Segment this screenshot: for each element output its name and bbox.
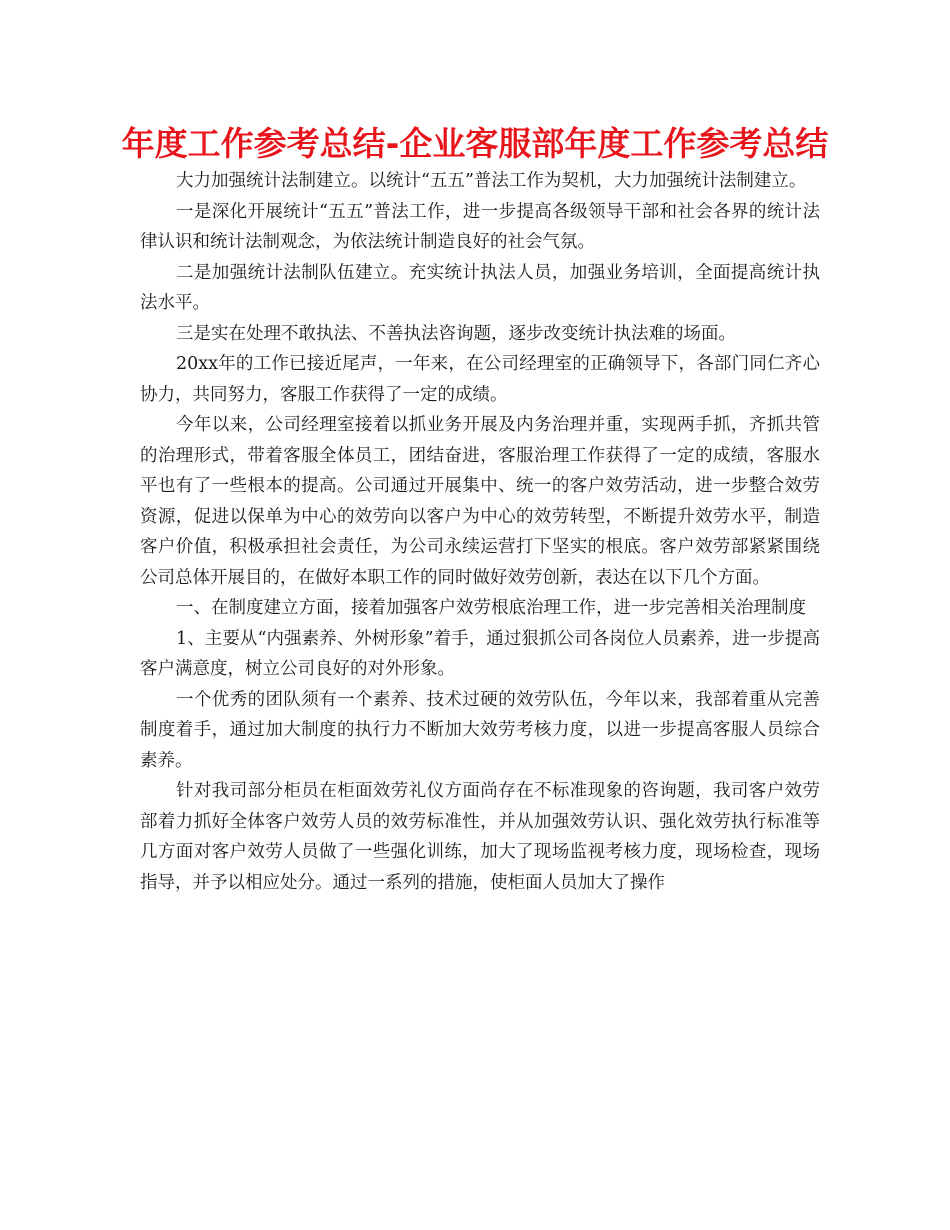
paragraph: 一是深化开展统计“五五”普法工作，进一步提高各级领导干部和社会各界的统计法律认识和统计法制观念，为依法统计制造良好的社会气氛。: [140, 201, 820, 252]
paragraph: 20xx年的工作已接近尾声，一年来，在公司经理室的正确领导下，各部门同仁齐心协力，共同努力，客服工作获得了一定的成绩。: [140, 354, 820, 405]
paragraph: 大力加强统计法制建立。以统计“五五”普法工作为契机，大力加强统计法制建立。: [176, 171, 807, 191]
paragraph: 针对我司部分柜员在柜面效劳礼仪方面尚存在不标准现象的咨询题，我司客户效劳部着力抓好全体客户效劳人员的效劳标准性，并从加强效劳认识、强化效劳执行标准等几方面对客户效劳人员做了一些强化训练，加大了现场监视考核力度，现场检查，现场指导，并予以相应处分。通过一系列的措施，使柜面人员加大了操作: [140, 781, 820, 893]
document-title: 年度工作参考总结-企业客服部年度工作参考总结: [121, 124, 829, 163]
document-body: [140, 166, 820, 898]
paragraph: 1、主要从“内强素养、外树形象”着手，通过狠抓公司各岗位人员素养，进一步提高客户满意度，树立公司良好的对外形象。: [140, 628, 820, 679]
paragraph: 一、在制度建立方面，接着加强客户效劳根底治理工作，进一步完善相关治理制度: [176, 598, 806, 618]
paragraph: 三是实在处理不敢执法、不善执法咨询题，逐步改变统计执法难的场面。: [176, 323, 736, 344]
paragraph: 一个优秀的团队须有一个素养、技术过硬的效劳队伍，今年以来，我部着重从完善制度着手，通过加大制度的执行力不断加大效劳考核力度，以进一步提高客服人员综合素养。: [140, 689, 820, 771]
paragraph: 今年以来，公司经理室接着以抓业务开展及内务治理并重，实现两手抓，齐抓共管的治理形式，带着客服全体员工，团结奋进，客服治理工作获得了一定的成绩，客服水平也有了一些根本的提高。公司通过开展集中、统一的客户效劳活动，进一步整合效劳资源，促进以保单为中心的效劳向以客户为中心的效劳转型，不断提升效劳水平，制造客户价值，积极承担社会责任，为公司永续运营打下坚实的根底。客户效劳部紧紧围绕公司总体开展目的，在做好本职工作的同时做好效劳创新，表达在以下几个方面。: [140, 415, 820, 588]
paragraph: 二是加强统计法制队伍建立。充实统计执法人员，加强业务培训，全面提高统计执法水平。: [140, 262, 820, 313]
